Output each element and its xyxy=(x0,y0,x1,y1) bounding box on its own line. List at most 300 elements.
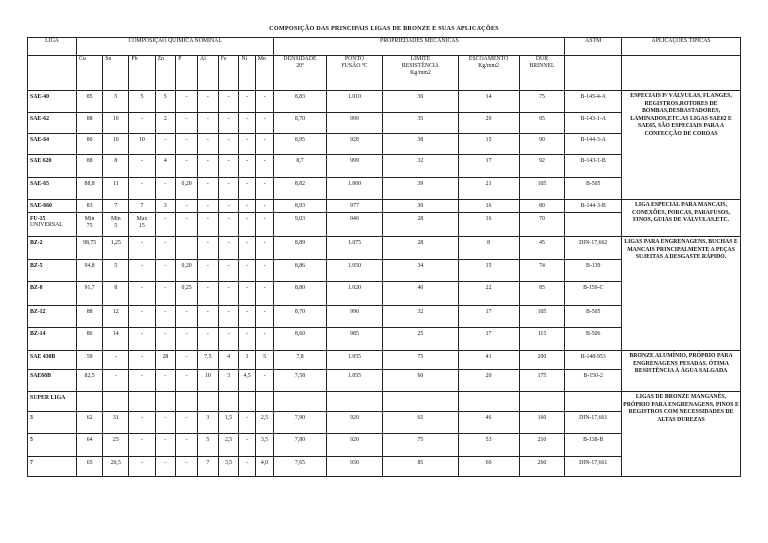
table-row xyxy=(28,91,741,113)
composition-cell: - xyxy=(198,134,219,155)
composition-cell: 65 xyxy=(77,457,103,477)
composition-cell: 59 xyxy=(77,351,103,370)
element-header: Al xyxy=(198,56,219,91)
property-cell: 175 xyxy=(519,370,565,392)
alloy-name: BZ-5 xyxy=(28,260,77,282)
property-cell: 260 xyxy=(519,457,565,477)
composition-cell: - xyxy=(176,457,198,477)
property-cell: 46 xyxy=(458,412,519,434)
composition-cell: - xyxy=(218,328,239,351)
property-cell: 7,90 xyxy=(274,412,326,434)
subheader-row xyxy=(28,56,741,91)
property-cell xyxy=(383,392,458,412)
composition-cell: - xyxy=(239,457,255,477)
composition-cell: 3 xyxy=(155,200,176,213)
property-cell: 32 xyxy=(383,155,458,178)
alloy-name: SAE-64 xyxy=(28,134,77,155)
composition-cell xyxy=(77,392,103,412)
composition-cell: - xyxy=(176,155,198,178)
composition-cell: - xyxy=(239,134,255,155)
property-cell: 8,86 xyxy=(274,260,326,282)
property-cell: 8,95 xyxy=(274,134,326,155)
property-cell: 105 xyxy=(519,306,565,328)
composition-cell: - xyxy=(155,282,176,306)
header-densidade: DENSIDADE 20º xyxy=(274,56,326,91)
property-cell xyxy=(519,392,565,412)
alloy-name: 5 xyxy=(28,434,77,457)
composition-cell: - xyxy=(218,282,239,306)
property-cell: 8 xyxy=(458,237,519,260)
astm-cell xyxy=(565,392,622,412)
composition-cell: - xyxy=(198,306,219,328)
composition-cell: 3,5 xyxy=(218,457,239,477)
composition-cell: - xyxy=(129,328,155,351)
composition-cell: 94,8 xyxy=(77,260,103,282)
property-cell: 1.055 xyxy=(326,351,383,370)
composition-cell: - xyxy=(129,370,155,392)
property-cell: 8,93 xyxy=(274,200,326,213)
composition-cell: 88 xyxy=(77,155,103,178)
property-cell: 85 xyxy=(383,457,458,477)
composition-cell: - xyxy=(255,113,274,134)
property-cell: 45 xyxy=(519,237,565,260)
property-cell: 1.020 xyxy=(326,282,383,306)
property-cell: 1.050 xyxy=(326,260,383,282)
composition-cell: 3 xyxy=(198,412,219,434)
composition-cell: - xyxy=(176,113,198,134)
element-header: Sn xyxy=(103,56,129,91)
composition-cell: 10 xyxy=(103,134,129,155)
astm-cell: B-505 xyxy=(565,178,622,200)
property-cell: 9,03 xyxy=(274,213,326,237)
composition-cell: - xyxy=(218,237,239,260)
property-cell: 200 xyxy=(519,351,565,370)
composition-cell: - xyxy=(239,434,255,457)
property-cell: 74 xyxy=(519,260,565,282)
composition-cell: - xyxy=(155,328,176,351)
composition-cell: - xyxy=(255,91,274,113)
composition-cell: 7 xyxy=(198,457,219,477)
table-row xyxy=(28,200,741,213)
astm-cell: B-143-1-B xyxy=(565,155,622,178)
composition-cell: - xyxy=(198,237,219,260)
composition-cell: - xyxy=(176,351,198,370)
composition-cell: 0,20 xyxy=(176,178,198,200)
element-header: P xyxy=(176,56,198,91)
astm-cell xyxy=(565,213,622,237)
composition-cell: 5 xyxy=(103,260,129,282)
composition-cell: - xyxy=(129,155,155,178)
property-cell: 7,80 xyxy=(274,434,326,457)
composition-cell: - xyxy=(176,370,198,392)
astm-cell: DIN-17,661 xyxy=(565,412,622,434)
property-cell: 30 xyxy=(383,200,458,213)
composition-cell: - xyxy=(198,213,219,237)
astm-cell: B-148-953 xyxy=(565,351,622,370)
header-composicao: COMPOSIÇÃO QUÍMICA NOMINAL xyxy=(77,38,274,56)
composition-cell: 85 xyxy=(77,91,103,113)
bronze-alloys-table xyxy=(27,37,741,477)
alloy-name: BZ-8 xyxy=(28,282,77,306)
composition-cell: 2,5 xyxy=(218,434,239,457)
composition-cell: - xyxy=(155,178,176,200)
composition-cell: - xyxy=(176,434,198,457)
composition-cell: - xyxy=(176,91,198,113)
element-header: Zn xyxy=(155,56,176,91)
property-cell: 15 xyxy=(458,134,519,155)
composition-cell: - xyxy=(218,306,239,328)
property-cell: 977 xyxy=(326,200,383,213)
property-cell: 70 xyxy=(519,213,565,237)
composition-cell xyxy=(129,392,155,412)
property-cell: 160 xyxy=(519,412,565,434)
property-cell: 60 xyxy=(458,457,519,477)
header-astm: ASTM xyxy=(565,38,622,56)
composition-cell: Max 15 xyxy=(129,213,155,237)
composition-cell: - xyxy=(198,328,219,351)
element-header: Fe xyxy=(218,56,239,91)
composition-cell: - xyxy=(239,328,255,351)
composition-cell: - xyxy=(218,113,239,134)
property-cell: 20 xyxy=(458,113,519,134)
alloy-name: BZ-14 xyxy=(28,328,77,351)
property-cell: 999 xyxy=(326,113,383,134)
property-cell: 1.000 xyxy=(326,178,383,200)
alloy-name: SUPER LIGA xyxy=(28,392,77,412)
composition-cell: - xyxy=(176,213,198,237)
composition-cell: 20,5 xyxy=(103,457,129,477)
alloy-name: SAE-660 xyxy=(28,200,77,213)
composition-cell: 3,5 xyxy=(255,434,274,457)
property-cell: 985 xyxy=(326,328,383,351)
property-cell: 7,65 xyxy=(274,457,326,477)
property-cell: 8,60 xyxy=(274,328,326,351)
composition-cell xyxy=(176,392,198,412)
composition-cell: - xyxy=(198,155,219,178)
composition-cell: - xyxy=(218,178,239,200)
property-cell: 8,89 xyxy=(274,237,326,260)
property-cell: 17 xyxy=(458,328,519,351)
document-title: COMPOSIÇÃO DAS PRINCIPAIS LIGAS DE BRONZE E SUAS APLICAÇÕES xyxy=(269,25,499,32)
composition-cell: - xyxy=(255,260,274,282)
composition-cell xyxy=(176,237,198,260)
composition-cell: 80 xyxy=(77,134,103,155)
composition-cell: - xyxy=(255,178,274,200)
composition-cell: 1,25 xyxy=(103,237,129,260)
astm-cell: B-138-B xyxy=(565,434,622,457)
composition-cell: - xyxy=(239,155,255,178)
property-cell: 8,82 xyxy=(274,178,326,200)
property-cell: 115 xyxy=(519,328,565,351)
composition-cell: 62 xyxy=(77,412,103,434)
composition-cell: 11 xyxy=(103,178,129,200)
property-cell xyxy=(326,392,383,412)
composition-cell: - xyxy=(176,134,198,155)
composition-cell: 7 xyxy=(103,200,129,213)
composition-cell: - xyxy=(255,134,274,155)
composition-cell: - xyxy=(218,91,239,113)
composition-cell: 4,0 xyxy=(255,457,274,477)
header-liga: LIGA xyxy=(28,38,77,56)
table-row xyxy=(28,392,741,412)
application-description: LIGA ESPECIAL PARA MANCAIS, CONEXÕES, PORCAS, PARAFUSOS, FINOS, GUIAS DE VÁLVULAS,ETC. xyxy=(622,200,741,237)
composition-cell: - xyxy=(239,412,255,434)
astm-cell: B-505 xyxy=(565,306,622,328)
composition-cell: 88 xyxy=(77,113,103,134)
property-cell: 105 xyxy=(519,178,565,200)
composition-cell xyxy=(103,392,129,412)
table-row xyxy=(28,237,741,260)
property-cell: 34 xyxy=(383,260,458,282)
property-cell: 920 xyxy=(326,434,383,457)
composition-cell: 10 xyxy=(129,134,155,155)
composition-cell: - xyxy=(255,370,274,392)
alloy-name: SAE-62 xyxy=(28,113,77,134)
composition-cell: 2,5 xyxy=(255,412,274,434)
property-cell: 28 xyxy=(383,213,458,237)
property-cell: 7,58 xyxy=(274,370,326,392)
property-cell: 999 xyxy=(326,155,383,178)
property-cell: 7,8 xyxy=(274,351,326,370)
composition-cell: - xyxy=(129,260,155,282)
composition-cell: - xyxy=(198,282,219,306)
astm-cell: B-144-3-B xyxy=(565,200,622,213)
composition-cell: 5 xyxy=(129,91,155,113)
composition-cell: - xyxy=(239,113,255,134)
composition-cell: - xyxy=(218,260,239,282)
composition-cell: - xyxy=(239,91,255,113)
composition-cell: Min 5 xyxy=(103,213,129,237)
element-header: Mn xyxy=(255,56,274,91)
composition-cell: - xyxy=(239,306,255,328)
alloy-name: BZ-12 xyxy=(28,306,77,328)
property-cell: 95 xyxy=(519,113,565,134)
alloy-name: SAE 620 xyxy=(28,155,77,178)
composition-cell: 82,5 xyxy=(77,370,103,392)
property-cell: 53 xyxy=(458,434,519,457)
property-cell: 8,7 xyxy=(274,155,326,178)
property-cell xyxy=(458,392,519,412)
property-cell: 38 xyxy=(383,134,458,155)
composition-cell: - xyxy=(155,370,176,392)
composition-cell: - xyxy=(155,237,176,260)
property-cell: 8,83 xyxy=(274,91,326,113)
composition-cell: - xyxy=(198,113,219,134)
property-cell: 80 xyxy=(519,200,565,213)
composition-cell: 10 xyxy=(198,370,219,392)
composition-cell: - xyxy=(129,237,155,260)
property-cell: 1.075 xyxy=(326,237,383,260)
property-cell: 40 xyxy=(383,282,458,306)
application-description: LIGAS PARA ENGRENAGENS, BUCHAS E MANCAIS PRINCIPALMENTE A PEÇAS SUJEITAS A DESGASTE RÁPIDO. xyxy=(622,237,741,351)
composition-cell: 3 xyxy=(218,370,239,392)
property-cell: 16 xyxy=(458,200,519,213)
astm-cell: B-144-3-A xyxy=(565,134,622,155)
composition-cell: 1 xyxy=(239,351,255,370)
composition-cell: 0,25 xyxy=(176,282,198,306)
astm-cell: B-150-2 xyxy=(565,370,622,392)
property-cell: 65 xyxy=(383,412,458,434)
property-cell: 21 xyxy=(458,178,519,200)
composition-cell: 88 xyxy=(77,306,103,328)
composition-cell: 64 xyxy=(77,434,103,457)
composition-cell: 88,8 xyxy=(77,178,103,200)
composition-cell: - xyxy=(155,457,176,477)
alloy-name: FU-15 UNIVERSAL xyxy=(28,213,77,237)
composition-cell: - xyxy=(129,113,155,134)
astm-cell: B-143-1-A xyxy=(565,113,622,134)
composition-cell: 14 xyxy=(103,328,129,351)
alloy-name: BZ-2 xyxy=(28,237,77,260)
composition-cell: 4 xyxy=(155,155,176,178)
composition-cell: - xyxy=(218,200,239,213)
composition-cell: - xyxy=(155,134,176,155)
composition-cell: 4 xyxy=(218,351,239,370)
composition-cell: - xyxy=(239,178,255,200)
composition-cell: 7 xyxy=(129,200,155,213)
property-cell: 16 xyxy=(458,213,519,237)
property-cell: 25 xyxy=(383,328,458,351)
header-aplicacoes: APLICAÇÕES TÍPICAS xyxy=(622,38,741,56)
composition-cell: - xyxy=(103,351,129,370)
composition-cell: 5 xyxy=(103,91,129,113)
composition-cell: - xyxy=(198,91,219,113)
composition-cell xyxy=(239,392,255,412)
header-limite-resistencia: LIMITE RESISTÊNCIA Kg/mm2 xyxy=(383,56,458,91)
composition-cell: - xyxy=(129,178,155,200)
element-header: Cu xyxy=(77,56,103,91)
property-cell: 8,70 xyxy=(274,113,326,134)
composition-cell: - xyxy=(129,412,155,434)
property-cell: 920 xyxy=(326,412,383,434)
composition-cell: 86 xyxy=(77,328,103,351)
composition-cell: 7,5 xyxy=(198,351,219,370)
composition-cell xyxy=(155,392,176,412)
composition-cell: 1,5 xyxy=(218,412,239,434)
alloy-name: SAE-65 xyxy=(28,178,77,200)
composition-cell: - xyxy=(255,213,274,237)
property-cell: 8,70 xyxy=(274,306,326,328)
property-cell: 1.010 xyxy=(326,91,383,113)
alloy-name: SAE 430B xyxy=(28,351,77,370)
composition-cell xyxy=(218,392,239,412)
composition-cell: 2 xyxy=(155,113,176,134)
composition-cell: - xyxy=(129,457,155,477)
property-cell: 35 xyxy=(383,113,458,134)
element-header: Pb xyxy=(129,56,155,91)
composition-cell: - xyxy=(218,213,239,237)
composition-cell: - xyxy=(176,412,198,434)
composition-cell: - xyxy=(176,306,198,328)
composition-cell: 91,7 xyxy=(77,282,103,306)
composition-cell: - xyxy=(239,260,255,282)
composition-cell: 5 xyxy=(198,434,219,457)
property-cell: 930 xyxy=(326,457,383,477)
composition-cell: 0,20 xyxy=(176,260,198,282)
composition-cell: - xyxy=(239,200,255,213)
property-cell: 990 xyxy=(326,306,383,328)
property-cell: 75 xyxy=(383,434,458,457)
composition-cell: - xyxy=(198,200,219,213)
astm-cell: B-506 xyxy=(565,328,622,351)
composition-cell: 25 xyxy=(103,434,129,457)
composition-cell: - xyxy=(129,306,155,328)
property-cell: 85 xyxy=(519,282,565,306)
composition-cell: 31 xyxy=(103,412,129,434)
composition-cell: - xyxy=(255,328,274,351)
astm-cell: B-159-C xyxy=(565,282,622,306)
property-cell: 928 xyxy=(326,134,383,155)
composition-cell: - xyxy=(155,260,176,282)
property-cell: 15 xyxy=(458,260,519,282)
header-dureza: DUR BRINNEL xyxy=(519,56,565,91)
alloy-name: SAE-40 xyxy=(28,91,77,113)
astm-cell: B-139 xyxy=(565,260,622,282)
header-ponto-fusao: PONTO FUSÃO ºC xyxy=(326,56,383,91)
composition-cell: 4,5 xyxy=(239,370,255,392)
astm-cell: DIN-17,661 xyxy=(565,457,622,477)
composition-cell: 8 xyxy=(103,282,129,306)
property-cell: 22 xyxy=(458,282,519,306)
composition-cell: - xyxy=(255,155,274,178)
table-row xyxy=(28,351,741,370)
composition-cell: 5 xyxy=(155,91,176,113)
property-cell: 210 xyxy=(519,434,565,457)
application-description: LIGAS DE BRONZE MANGANÊS, PRÓPRIO PARA ENGRENAGENS, PINOS E REGISTROS COM NECESSIDADES DE ALTAS DUREZAS xyxy=(622,392,741,477)
composition-cell: - xyxy=(103,370,129,392)
composition-cell: 12 xyxy=(103,306,129,328)
composition-cell: - xyxy=(155,213,176,237)
application-description: BRONZE ALUMÍNIO, PRÓPRIO PARA ENGRENAGENS PESADAS. ÓTIMA RESISTÊNCIA À ÁGUA SALGADA xyxy=(622,351,741,392)
composition-cell: 8 xyxy=(103,155,129,178)
composition-cell: 10 xyxy=(103,113,129,134)
composition-cell: - xyxy=(198,178,219,200)
composition-cell: - xyxy=(155,412,176,434)
property-cell: 39 xyxy=(383,178,458,200)
composition-cell xyxy=(198,392,219,412)
composition-cell: - xyxy=(239,237,255,260)
property-cell: 8,80 xyxy=(274,282,326,306)
composition-cell: - xyxy=(155,306,176,328)
composition-cell: - xyxy=(255,282,274,306)
property-cell: 75 xyxy=(519,91,565,113)
property-cell xyxy=(274,392,326,412)
composition-cell: - xyxy=(198,260,219,282)
composition-cell: - xyxy=(155,434,176,457)
composition-cell: - xyxy=(129,434,155,457)
alloy-name: 7 xyxy=(28,457,77,477)
composition-cell: - xyxy=(176,200,198,213)
composition-cell: - xyxy=(218,155,239,178)
property-cell: 60 xyxy=(383,370,458,392)
composition-cell: - xyxy=(129,351,155,370)
composition-cell xyxy=(255,392,274,412)
composition-cell: - xyxy=(129,282,155,306)
property-cell: 1.055 xyxy=(326,370,383,392)
alloy-name: SAE68B xyxy=(28,370,77,392)
property-cell: 940 xyxy=(326,213,383,237)
astm-cell: B-145-4-A xyxy=(565,91,622,113)
astm-cell: DIN-17,662 xyxy=(565,237,622,260)
composition-cell: - xyxy=(239,213,255,237)
composition-cell: - xyxy=(218,134,239,155)
property-cell: 17 xyxy=(458,155,519,178)
header-propriedades: PROPRIEDADES MECÂNICAS xyxy=(274,38,565,56)
composition-cell: - xyxy=(176,328,198,351)
property-cell: 41 xyxy=(458,351,519,370)
composition-cell: - xyxy=(255,237,274,260)
alloy-name: 3 xyxy=(28,412,77,434)
